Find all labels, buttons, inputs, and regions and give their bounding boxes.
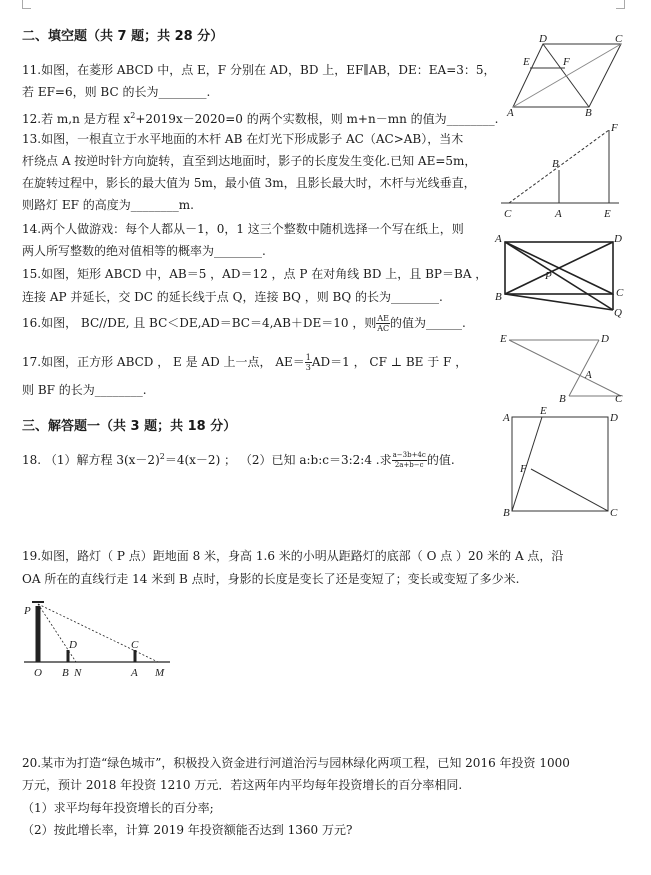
fig19-label-o: O — [34, 667, 42, 679]
fig11-label-f: F — [563, 56, 570, 68]
q11-line-2: 若 EF=6，则 BC 的长为________. — [22, 85, 211, 99]
section-3-title: 三、解答题一（共 3 题；共 18 分） — [22, 419, 237, 434]
fig16-label-e: E — [500, 333, 507, 345]
fig17-label-b: B — [503, 507, 510, 517]
q13-line-2: 杆绕点 A 按逆时针方向旋转，直至到达地面时，影子的长度发生变化.已知 AE=5m， — [22, 154, 477, 168]
q15-line-1: 15.如图，矩形 ABCD 中，AB＝5 ，AD＝12 ，点 P 在对角线 BD 上，且 BP＝BA ， — [22, 267, 488, 281]
fig17-label-c: C — [610, 507, 618, 517]
fig11-label-e: E — [523, 56, 530, 68]
q17-fraction: $\frac{1}{3}$ — [305, 353, 311, 372]
fig19-label-m: M — [155, 667, 165, 679]
fig17-label-d: D — [610, 412, 618, 424]
fig19-label-c: C — [131, 639, 139, 651]
q16-text: 16.如图， BC//DE, 且 BC＜DE,AD＝BC＝4,AB＋DE＝10 ，则 $\frac{AE}{AC}$ 的值为______. — [22, 314, 466, 333]
q18-text: 18. （1）解方程 $3(x-2)^2=4(x-2)$ ； （2）已知 a:b:c＝3:2:4 .求 $\frac{a-3b+4c}{2a+b-c}$ 的值. — [22, 451, 455, 469]
fig13-label-a: A — [555, 208, 562, 220]
fig11-label-c: C — [615, 33, 623, 45]
fig15-label-q: Q — [614, 307, 622, 319]
q19-line-1: 19.如图，路灯（ P 点）距地面 8 米，身高 1.6 米的小明从距路灯的底部（ O 点 ）20 米的 A 点，沿 — [22, 549, 564, 563]
fig16-label-b: B — [559, 393, 566, 404]
fig19-label-b: B — [62, 667, 69, 679]
section-2-title: 二、填空题（共 7 题；共 28 分） — [22, 29, 224, 44]
figure-q15-rectangle — [493, 230, 627, 322]
q12-text: 12.若 m,n 是方程 $x^2+2019x-2020=0$ 的两个实数根，则 m+n－mn 的值为________. — [22, 111, 499, 126]
fig17-label-a: A — [503, 412, 510, 424]
ray-to-n — [38, 604, 76, 662]
line-apq — [505, 242, 613, 310]
q20-line-4: （2）按此增长率，计算 2019 年投资额能否达到 1360 万元? — [22, 823, 353, 837]
q14-line-1: 14.两个人做游戏：每个人都从－1，0，1 这三个整数中随机选择一个写在纸上，则 — [22, 222, 464, 236]
q19-line-2: OA 所在的直线行走 14 米到 B 点时，身影的长度是变长了还是变短了；变长或变短了多少米. — [22, 572, 520, 586]
ray-to-m — [38, 604, 158, 662]
q18-fraction: $\frac{a-3b+4c}{2a+b-c}$ — [392, 451, 426, 469]
fig17-label-f: F — [520, 463, 527, 475]
q20-line-2: 万元，预计 2018 年投资 1210 万元．若这两年内平均每年投资增长的百分率相同. — [22, 778, 463, 792]
q14-line-2: 两人所写整数的绝对值相等的概率为________. — [22, 244, 266, 258]
corner-mark-right — [616, 0, 625, 9]
figure-q13-lamp — [497, 118, 627, 222]
fig19-label-n: N — [74, 667, 82, 679]
fig19-label-d: D — [69, 639, 77, 651]
segment-be — [512, 417, 542, 511]
figure-q16-triangles — [497, 330, 627, 404]
fig11-label-b: B — [585, 107, 592, 118]
fig15-label-c: C — [616, 287, 624, 299]
fig19-label-p: P — [24, 605, 31, 617]
fig15-label-a: A — [495, 233, 502, 245]
figure-q19-streetlamp — [18, 592, 178, 680]
fig15-label-d: D — [614, 233, 622, 245]
q16-fraction: $\frac{AE}{AC}$ — [377, 314, 390, 333]
fig17-label-e: E — [540, 405, 547, 417]
fig16-label-c: C — [615, 393, 623, 404]
line-bq — [505, 294, 613, 310]
fig11-label-a: A — [507, 107, 514, 118]
figure-q11-rhombus — [505, 32, 627, 118]
q17-line-1: 17.如图，正方形 ABCD ， E 是 AD 上一点， AE＝ $\frac{1}{3}$ AD＝1 ， CF ⊥ BE 于 F ， — [22, 353, 468, 372]
corner-mark-left — [22, 0, 31, 9]
fig13-label-c: C — [504, 208, 512, 220]
fig19-label-a: A — [131, 667, 138, 679]
fig16-label-a: A — [585, 369, 592, 381]
fig13-label-e: E — [604, 208, 611, 220]
fig13-label-f: F — [611, 122, 618, 134]
fig15-label-p: P — [545, 270, 552, 282]
fig11-label-d: D — [539, 33, 547, 45]
figure-q17-square — [500, 405, 627, 517]
q17-line-2: 则 BF 的长为________. — [22, 383, 147, 397]
q13-line-4: 则路灯 EF 的高度为________m. — [22, 198, 194, 212]
q15-line-2: 连接 AP 并延长，交 DC 的延长线于点 Q，连接 BQ ，则 BQ 的长为________. — [22, 290, 443, 304]
fig16-label-d: D — [601, 333, 609, 345]
segment-cf — [531, 469, 608, 511]
q11-line-1: 11.如图，在菱形 ABCD 中，点 E，F 分别在 AD，BD 上，EF∥AB，DE：EA=3：5， — [22, 63, 496, 77]
q13-line-3: 在旋转过程中，影长的最大值为 5m，最小值 3m，且影长最大时，木杆与光线垂直， — [22, 176, 476, 190]
q20-line-1: 20.某市为打造“绿色城市”，积极投入资金进行河道治污与园林绿化两项工程，已知 2016 年投资 1000 — [22, 756, 570, 770]
q20-line-3: （1）求平均每年投资增长的百分率; — [22, 801, 214, 815]
segment-db — [569, 340, 599, 396]
diagonal-bd — [543, 44, 589, 107]
fig15-label-b: B — [495, 291, 502, 303]
segment-ec — [509, 340, 621, 396]
fig13-label-b: B — [552, 158, 559, 170]
q13-line-1: 13.如图，一根直立于水平地面的木杆 AB 在灯光下形成影子 AC（AC>AB），当木 — [22, 132, 464, 146]
